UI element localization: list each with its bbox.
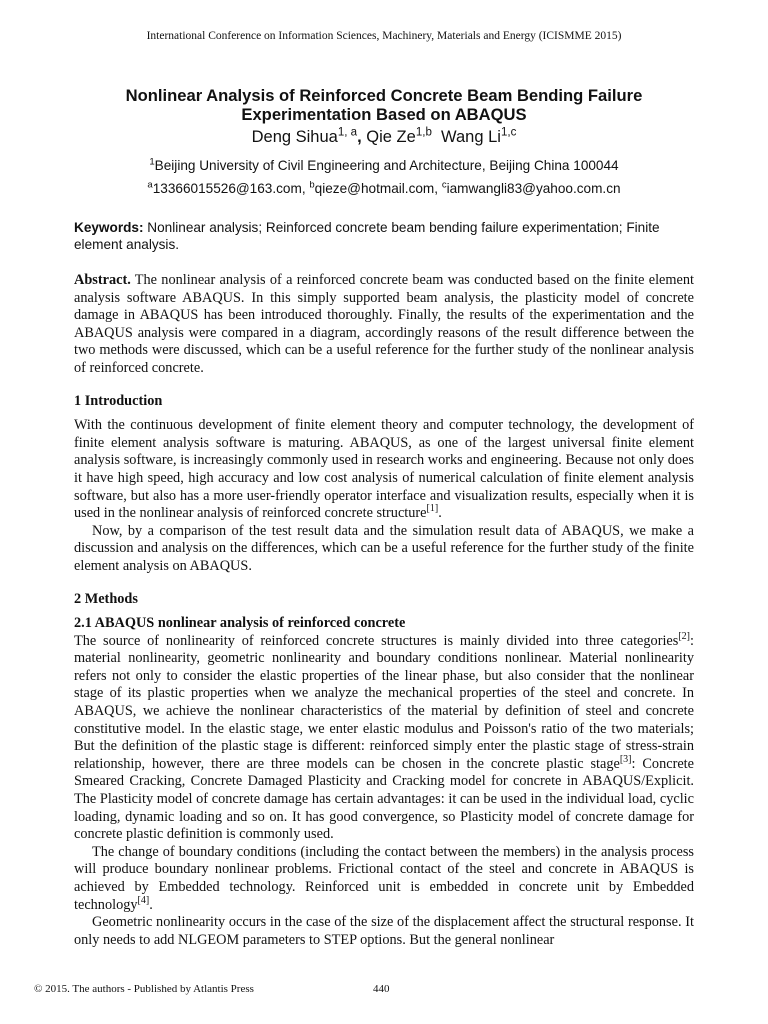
author-affiliation-mark: 1, a (337, 126, 358, 139)
keywords-label: Keywords: (74, 220, 144, 235)
citation: [3] (619, 754, 632, 766)
paragraph: Now, by a comparison of the test result data and the simulation result data of ABAQUS, we make a discussion and analysis on the differences, which can be a useful reference for the further study of the finite element analysis on ABAQUS. (74, 522, 694, 574)
email-list (0, 181, 768, 196)
copyright-notice: © 2015. The authors - Published by Atlantis Press (34, 983, 254, 995)
paragraph-text: With the continuous development of finite element theory and computer technology, the development of finite element analysis software is maturing. ABAQUS, as one of the largest universal finite element analysis software, is increasingly commonly used in research works and engineering. Because not only does it have high speed, high accuracy and low cost analysis of numerical calculation of finite element analysis software, but also has a more user-friendly operator interface and visualization results, especially when it is used in the nonlinear analysis of reinforced concrete structure (74, 417, 694, 522)
paragraph (74, 630, 694, 844)
author-separator (432, 128, 441, 146)
paragraph (74, 844, 694, 914)
section-heading: 1 Introduction (74, 392, 163, 409)
citation: [1] (426, 503, 439, 515)
citation: [2] (678, 630, 691, 642)
affiliation (0, 158, 768, 173)
paper-title (60, 86, 708, 124)
email-mark: c (441, 179, 447, 191)
paragraph-text: . (149, 896, 153, 913)
author-name: Qie Ze (366, 128, 416, 146)
abstract (74, 272, 694, 378)
title-line-2: Experimentation Based on ABAQUS (241, 105, 527, 124)
paragraph-text: The change of boundary conditions (including the contact between the members) in the analysis process will produce boundary nonlinear problems. Frictional contact of the steel and concrete in ABAQUS is achieved by Embedded technology. Reinforced unit is embedded in concrete unit by Embedded technology (74, 843, 694, 913)
conference-header: International Conference on Information Sciences, Machinery, Materials and Energy (ICISMME 2015) (146, 30, 622, 42)
paragraph-text: : material nonlinearity, geometric nonlinearity and boundary conditions nonlinear. Material nonlinearity refers not only to consider the elastic properties of the linear phase, but also consider that the nonlinear stage of its plastic properties when we analyze the mechanical properties of the steel and concrete. In ABAQUS, we achieve the nonlinear characteristics of the material by definition of steel and concrete constitutive model. In the elastic stage, we enter elastic modulus and Poisson's ratio of the two materials; But the definition of the plastic stage is different: reinforced simply enter the plastic stage of stress-strain relationship, however, there are three models can be chosen in the concrete plastic stage (74, 632, 694, 772)
paragraph-text: : Concrete Smeared Cracking, Concrete Damaged Plasticity and Cracking model for concrete in ABAQUS/Explicit. The Plasticity model of concrete damage has certain advantages: it can be used in the individual load, cyclic loading, dynamic loading and so on. It has good convergence, so Plasticity model of concrete damage for concrete plastic definition is commonly used. (74, 755, 694, 843)
author-affiliation-mark: 1,b (415, 126, 432, 139)
abstract-label: Abstract. (74, 272, 131, 288)
subsection-heading: 2.1 ABAQUS nonlinear analysis of reinforced concrete (74, 615, 406, 632)
affiliation-mark: 1 (149, 156, 155, 168)
author-name: Wang Li (441, 128, 501, 146)
paragraph (74, 417, 694, 523)
email-address: iamwangli83@yahoo.com.cn (446, 181, 621, 196)
paragraph-text: . (438, 505, 442, 522)
paragraph-text: The source of nonlinearity of reinforced concrete structures is mainly divided into three categories (74, 632, 679, 649)
title-line-1: Nonlinear Analysis of Reinforced Concrete Beam Bending Failure (125, 86, 643, 105)
affiliation-text: Beijing University of Civil Engineering and Architecture, Beijing China 100044 (154, 158, 619, 173)
keywords (74, 219, 694, 253)
author-list (0, 128, 768, 147)
email-address: 13366015526@163.com, (152, 181, 310, 196)
citation: [4] (137, 894, 150, 906)
paragraph: Geometric nonlinearity occurs in the case of the size of the displacement affect the structural response. It only needs to add NLGEOM parameters to STEP options. But the general nonlinear (74, 914, 694, 948)
email-mark: a (147, 179, 153, 191)
author-affiliation-mark: 1,c (500, 126, 517, 139)
email-mark: b (309, 179, 315, 191)
author-name: Deng Sihua (251, 128, 338, 146)
paper-body (74, 272, 694, 949)
keywords-text: Nonlinear analysis; Reinforced concrete beam bending failure experimentation; Finite element analysis. (74, 220, 660, 252)
abstract-text: The nonlinear analysis of a reinforced concrete beam was conducted based on the finite element analysis software ABAQUS. In this simply supported beam analysis, the plasticity model of concrete damage in ABAQUS has been introduced thoroughly. Finally, the results of the experimentation and the ABAQUS analysis were compared in a diagram, accordingly reasons of the result difference between the two methods were discussed, which can be a useful reference for the further study of the nonlinear analysis of reinforced concrete. (74, 272, 694, 376)
section-heading: 2 Methods (74, 590, 138, 607)
author-separator: , (357, 128, 367, 146)
page-number: 440 (373, 983, 390, 995)
email-address: qieze@hotmail.com, (314, 181, 442, 196)
